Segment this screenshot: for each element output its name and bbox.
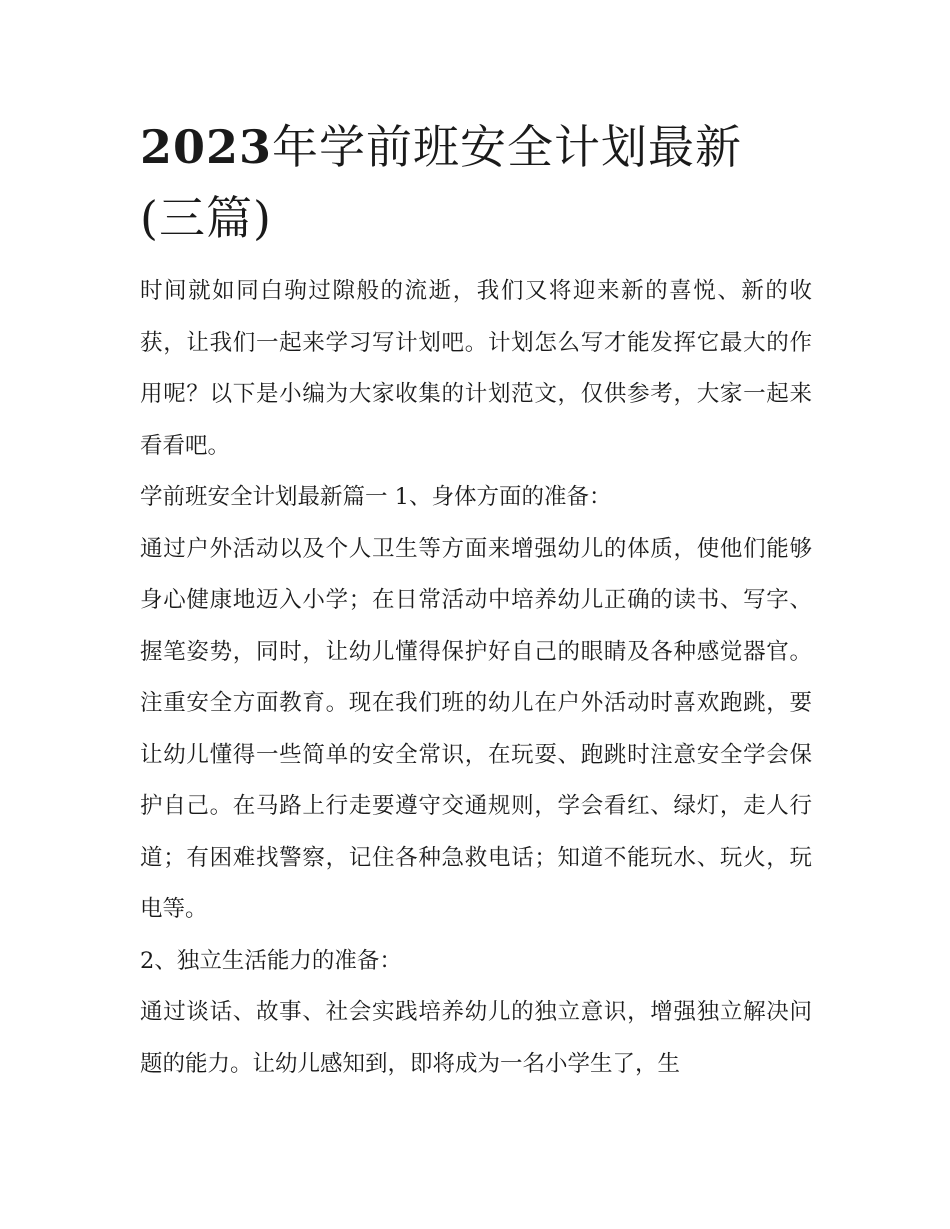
intro-paragraph: 时间就如同白驹过隙般的流逝，我们又将迎来新的喜悦、新的收获，让我们一起来学习写计划吧。计划怎么写才能发挥它最大的作用呢？以下是小编为大家收集的计划范文，仅供参考，大家一起来看看吧。 [140, 278, 812, 459]
document-page [140, 112, 812, 1090]
section-heading-2: 2、独立生活能力的准备： [140, 947, 402, 974]
title-year: 2023 [140, 120, 273, 174]
title-text: 年学前班安全计划最新 [272, 120, 743, 174]
section-1-paragraph: 通过户外活动以及个人卫生等方面来增强幼儿的体质，使他们能够身心健康地迈入小学；在日常活动中培养幼儿正确的读书、写字、握笔姿势，同时，让幼儿懂得保护好自己的眼睛及各种感觉器官。注重安全方面教育。现在我们班的幼儿在户外活动时喜欢跑跳，要让幼儿懂得一些简单的安全常识，在玩耍、跑跳时注意安全学会保护自己。在马路上行走要遵守交通规则，学会看红、绿灯，走人行道；有困难找警察，记住各种急救电话；知道不能玩水、玩火，玩电等。 [140, 535, 812, 922]
document-body [140, 266, 812, 1090]
title-line-1 [140, 112, 812, 183]
section-2-paragraph: 通过谈话、故事、社会实践培养幼儿的独立意识，增强独立解决问题的能力。让幼儿感知到，即将成为一名小学生了，生 [140, 999, 812, 1077]
title-line-2: (三篇) [140, 191, 272, 245]
section-heading-1: 学前班安全计划最新篇一 1、身体方面的准备： [140, 484, 612, 510]
document-title [140, 112, 812, 254]
